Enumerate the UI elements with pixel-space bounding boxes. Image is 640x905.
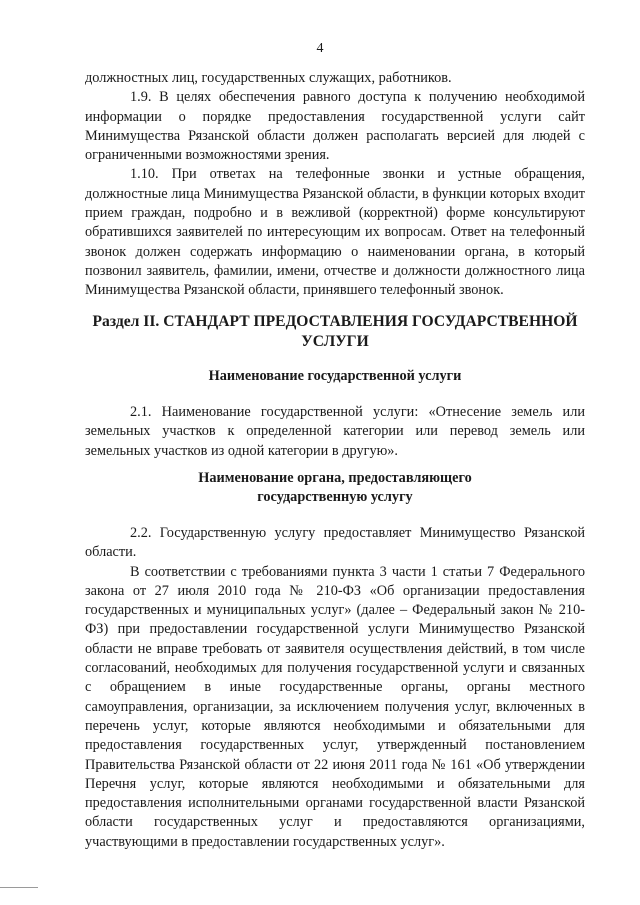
paragraph-continuation: должностных лиц, государственных служащих, работников.	[85, 70, 452, 86]
page-number: 4	[316, 41, 324, 56]
paragraph-1-9: 1.9. В целях обеспечения равного доступа к получению необходимой информации о порядке предоставления государственной услуги сайт Минимущества Рязанской области должен располагать версией для людей с ограниченными возможностями зрения.	[85, 89, 585, 164]
authority-block	[85, 524, 585, 852]
service-name-block	[85, 403, 585, 461]
subheading-authority	[85, 469, 585, 508]
paragraph-2-1: 2.1. Наименование государственной услуги: «Отнесение земель или земельных участков к определенной категории или перевод земель или земельных участков из одной категории в другую».	[85, 404, 585, 459]
scan-edge-mark	[0, 887, 38, 888]
paragraph-law-requirements: В соответствии с требованиями пункта 3 части 1 статьи 7 Федерального закона от 27 июля 2010 года № 210-ФЗ «Об организации предоставления государственных и муниципальных услуг» (далее – Федеральный закон № 210-ФЗ) при предоставлении государственной услуги Минимущество Рязанской области не вправе требовать от заявителя осуществления действий, в том числе согласований, необходимых для получения государственной услуги и связанных с обращением в иные государственные органы, органы местного самоуправления, организации, за исключением получения услуг, включенных в перечень услуг, которые являются необходимыми и обязательными для предоставления государственных услуг, утвержденный постановлением Правительства Рязанской области от 22 июня 2011 года № 161 «Об утверждении Перечня услуг, которые являются необходимыми и обязательными для предоставления исполнительными органами государственной власти Рязанской области государственных услуг и предоставляются организациями, участвующими в предоставлении государственных услуг».	[85, 563, 585, 850]
subheading-service-name: Наименование государственной услуги	[208, 368, 462, 384]
paragraph-2-2: 2.2. Государственную услугу предоставляет Минимущество Рязанской области.	[85, 525, 585, 561]
subheading-authority-line1: Наименование органа, предоставляющего	[198, 470, 472, 486]
paragraph-1-10: 1.10. При ответах на телефонные звонки и устные обращения, должностные лица Минимущества Рязанской области, в функции которых входит прием граждан, подробно и в вежливой (корректной) форме консультируют обратившихся заявителей по интересующим их вопросам. Ответ на телефонный звонок должен содержать информацию о наименовании органа, в который позвонил заявитель, фамилии, имени, отчестве и должности должностного лица Минимущества Рязанской области, принявшего телефонный звонок.	[85, 166, 585, 299]
section-heading: Раздел II. СТАНДАРТ ПРЕДОСТАВЛЕНИЯ ГОСУДАРСТВЕННОЙ УСЛУГИ	[92, 313, 578, 350]
intro-paragraphs	[85, 69, 585, 301]
subheading-authority-line2: государственную услугу	[257, 489, 413, 506]
